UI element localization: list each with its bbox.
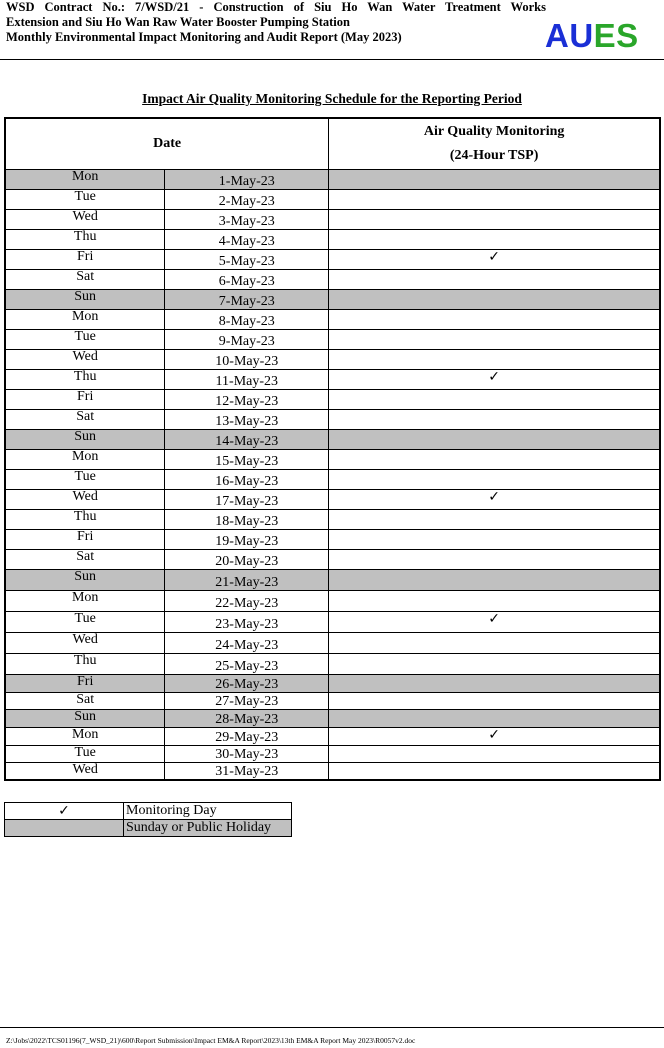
- monitoring-schedule-table: [4, 117, 661, 781]
- date-cell: 23-May-23: [165, 611, 329, 632]
- monitoring-cell: [329, 632, 660, 653]
- day-cell: Tue: [5, 611, 165, 632]
- table-row: [5, 309, 660, 329]
- table-row: [5, 653, 660, 674]
- date-cell: 30-May-23: [165, 745, 329, 762]
- monitoring-cell: [329, 762, 660, 780]
- table-row: [5, 489, 660, 509]
- monitoring-cell: [329, 674, 660, 692]
- day-cell: Mon: [5, 727, 165, 745]
- table-row: [5, 209, 660, 229]
- check-mark-icon: ✓: [329, 489, 660, 509]
- monitoring-cell: [329, 509, 660, 529]
- day-cell: Fri: [5, 674, 165, 692]
- monitoring-cell: [329, 692, 660, 709]
- table-row: [5, 745, 660, 762]
- footer-divider: [0, 1027, 664, 1028]
- table-row: [5, 369, 660, 389]
- monitoring-cell: [329, 569, 660, 590]
- check-mark-icon: ✓: [329, 611, 660, 632]
- header-divider: [0, 59, 664, 60]
- aq-header-line-1: Air Quality Monitoring: [423, 123, 565, 139]
- table-row: [5, 509, 660, 529]
- date-cell: 6-May-23: [165, 269, 329, 289]
- monitoring-cell: [329, 745, 660, 762]
- monitoring-cell: [329, 289, 660, 309]
- day-cell: Wed: [5, 762, 165, 780]
- day-cell: Tue: [5, 189, 165, 209]
- table-row: [5, 590, 660, 611]
- table-row: [5, 269, 660, 289]
- date-cell: 2-May-23: [165, 189, 329, 209]
- day-cell: Thu: [5, 369, 165, 389]
- date-cell: 7-May-23: [165, 289, 329, 309]
- monitoring-cell: [329, 429, 660, 449]
- day-cell: Thu: [5, 509, 165, 529]
- date-cell: 13-May-23: [165, 409, 329, 429]
- date-cell: 18-May-23: [165, 509, 329, 529]
- date-cell: 1-May-23: [165, 169, 329, 189]
- day-cell: Sat: [5, 409, 165, 429]
- date-cell: 28-May-23: [165, 709, 329, 727]
- legend-monitoring-label: Monitoring Day: [124, 803, 292, 820]
- date-cell: 19-May-23: [165, 529, 329, 549]
- table-row: [5, 329, 660, 349]
- day-cell: Thu: [5, 229, 165, 249]
- day-cell: Sun: [5, 709, 165, 727]
- report-header: [6, 0, 546, 45]
- monitoring-cell: [329, 349, 660, 369]
- check-mark-icon: ✓: [329, 369, 660, 389]
- table-row: [5, 727, 660, 745]
- schedule-body: [5, 169, 660, 780]
- monitoring-cell: [329, 590, 660, 611]
- day-cell: Wed: [5, 632, 165, 653]
- file-path-footer: Z:\Jobs\2022\TCS01196(7_WSD_21)\600\Report Submission\Impact EM&A Report\2023\13th EM&A Report May 2023\R0057v2.doc: [6, 1036, 416, 1045]
- day-cell: Tue: [5, 745, 165, 762]
- table-row: [5, 469, 660, 489]
- air-quality-column-header: [329, 118, 660, 169]
- day-cell: Mon: [5, 169, 165, 189]
- monitoring-cell: [329, 229, 660, 249]
- day-cell: Mon: [5, 449, 165, 469]
- table-row: [5, 692, 660, 709]
- date-cell: 29-May-23: [165, 727, 329, 745]
- day-cell: Tue: [5, 329, 165, 349]
- day-cell: Wed: [5, 489, 165, 509]
- table-row: [5, 709, 660, 727]
- check-mark-icon: ✓: [329, 249, 660, 269]
- day-cell: Fri: [5, 529, 165, 549]
- table-row: [5, 529, 660, 549]
- day-cell: Fri: [5, 389, 165, 409]
- table-header-row: [5, 118, 660, 169]
- monitoring-cell: [329, 409, 660, 429]
- table-row: [5, 762, 660, 780]
- day-cell: Tue: [5, 469, 165, 489]
- day-cell: Thu: [5, 653, 165, 674]
- legend-row-holiday: [5, 820, 292, 837]
- aq-header-line-2: (24-Hour TSP): [449, 147, 539, 163]
- day-cell: Fri: [5, 249, 165, 269]
- date-cell: 26-May-23: [165, 674, 329, 692]
- table-row: [5, 449, 660, 469]
- date-cell: 31-May-23: [165, 762, 329, 780]
- table-row: [5, 229, 660, 249]
- legend-table: [4, 802, 292, 837]
- table-row: [5, 389, 660, 409]
- table-row: [5, 674, 660, 692]
- date-cell: 21-May-23: [165, 569, 329, 590]
- date-cell: 8-May-23: [165, 309, 329, 329]
- date-cell: 20-May-23: [165, 549, 329, 569]
- table-row: [5, 632, 660, 653]
- monitoring-cell: [329, 653, 660, 674]
- page-title: Impact Air Quality Monitoring Schedule for the Reporting Period: [142, 91, 522, 106]
- day-cell: Sat: [5, 692, 165, 709]
- monitoring-cell: [329, 209, 660, 229]
- header-line-3: Monthly Environmental Impact Monitoring and Audit Report (May 2023): [6, 30, 402, 44]
- monitoring-cell: [329, 329, 660, 349]
- table-row: [5, 429, 660, 449]
- day-cell: Sun: [5, 569, 165, 590]
- day-cell: Sat: [5, 549, 165, 569]
- table-row: [5, 611, 660, 632]
- monitoring-cell: [329, 549, 660, 569]
- monitoring-cell: [329, 449, 660, 469]
- monitoring-cell: [329, 269, 660, 289]
- date-cell: 16-May-23: [165, 469, 329, 489]
- date-cell: 9-May-23: [165, 329, 329, 349]
- date-cell: 3-May-23: [165, 209, 329, 229]
- date-cell: 17-May-23: [165, 489, 329, 509]
- header-line-2: Extension and Siu Ho Wan Raw Water Booster Pumping Station: [6, 15, 350, 29]
- table-row: [5, 549, 660, 569]
- header-line-1: WSD Contract No.: 7/WSD/21 - Construction of Siu Ho Wan Water Treatment Works: [6, 0, 546, 14]
- date-column-header: Date: [5, 118, 329, 169]
- day-cell: Mon: [5, 590, 165, 611]
- monitoring-cell: [329, 389, 660, 409]
- monitoring-cell: [329, 189, 660, 209]
- table-row: [5, 349, 660, 369]
- date-cell: 24-May-23: [165, 632, 329, 653]
- check-mark-icon: ✓: [5, 803, 124, 820]
- date-cell: 22-May-23: [165, 590, 329, 611]
- legend-row-monitoring: [5, 803, 292, 820]
- date-cell: 5-May-23: [165, 249, 329, 269]
- date-cell: 11-May-23: [165, 369, 329, 389]
- date-cell: 4-May-23: [165, 229, 329, 249]
- date-cell: 10-May-23: [165, 349, 329, 369]
- table-row: [5, 249, 660, 269]
- monitoring-cell: [329, 529, 660, 549]
- table-row: [5, 169, 660, 189]
- date-cell: 25-May-23: [165, 653, 329, 674]
- monitoring-cell: [329, 469, 660, 489]
- monitoring-cell: [329, 709, 660, 727]
- day-cell: Wed: [5, 209, 165, 229]
- day-cell: Sat: [5, 269, 165, 289]
- legend-holiday-label: Sunday or Public Holiday: [124, 820, 292, 837]
- table-row: [5, 409, 660, 429]
- date-cell: 15-May-23: [165, 449, 329, 469]
- monitoring-cell: [329, 309, 660, 329]
- monitoring-cell: [329, 169, 660, 189]
- check-mark-icon: ✓: [329, 727, 660, 745]
- date-cell: 12-May-23: [165, 389, 329, 409]
- day-cell: Sun: [5, 429, 165, 449]
- date-cell: 14-May-23: [165, 429, 329, 449]
- table-row: [5, 289, 660, 309]
- date-cell: 27-May-23: [165, 692, 329, 709]
- day-cell: Wed: [5, 349, 165, 369]
- aues-logo: AUES: [545, 17, 639, 54]
- table-row: [5, 189, 660, 209]
- holiday-shade-swatch: [5, 820, 124, 837]
- table-row: [5, 569, 660, 590]
- day-cell: Sun: [5, 289, 165, 309]
- day-cell: Mon: [5, 309, 165, 329]
